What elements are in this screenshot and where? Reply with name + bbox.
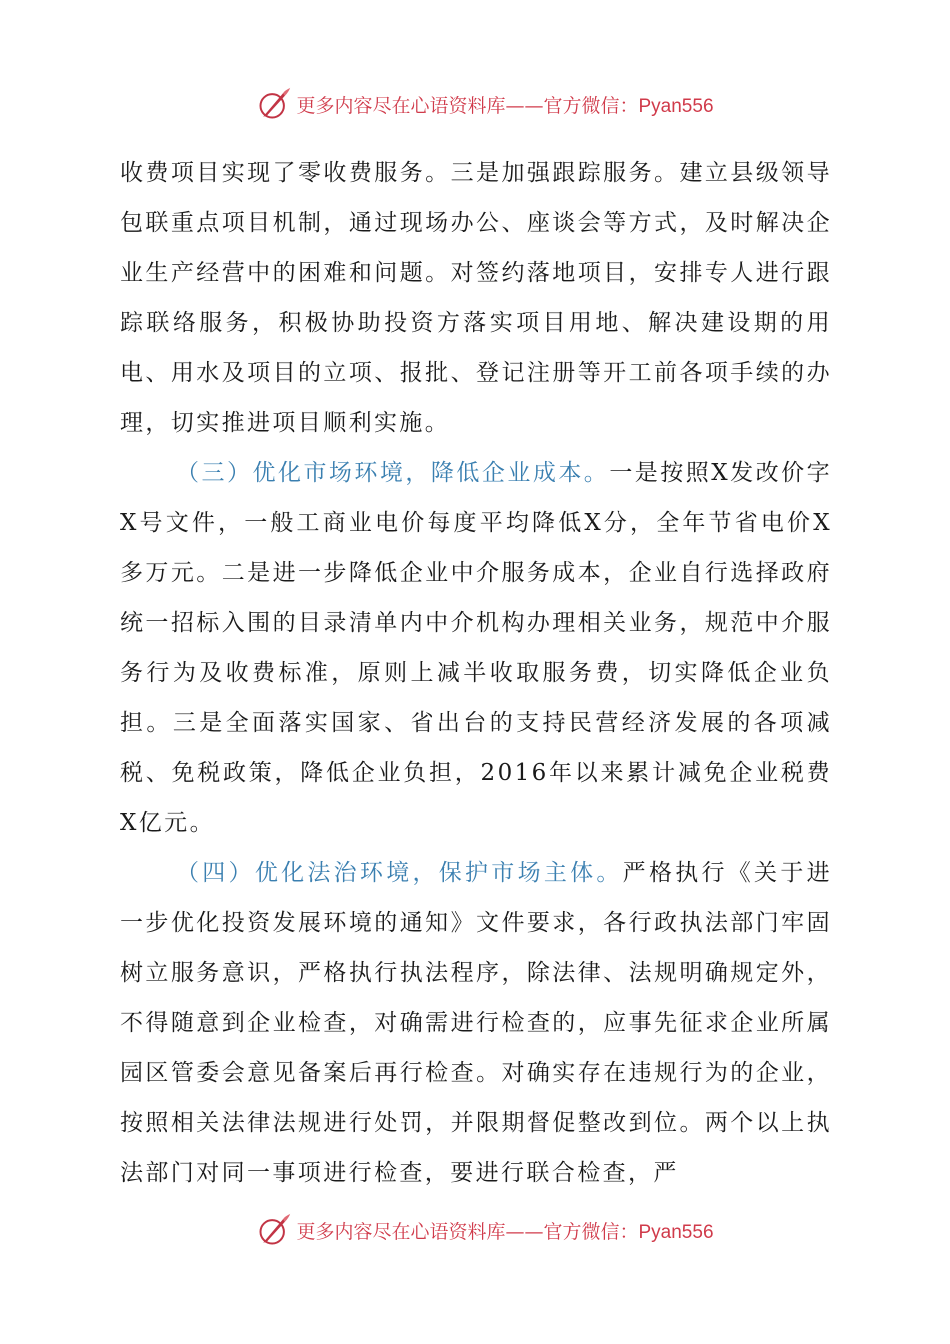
banner-dash: —— <box>505 94 544 117</box>
quill-pen-logo-icon <box>256 86 292 122</box>
banner-text-bottom <box>296 1217 713 1244</box>
paragraph-3 <box>120 848 832 1198</box>
paragraph-3-heading: （四）优化法治环境，保护市场主体。 <box>176 860 623 886</box>
paragraph-2 <box>120 448 832 848</box>
paragraph-2-body: 一是按照X发改价字X号文件，一般工商业电价每度平均降低X分，全年节省电价X多万元。二是进一步降低企业中介服务成本，企业自行选择政府统一招标入围的目录清单内中介机构办理相关业务，规范中介服务行为及收费标准，原则上减半收取服务费，切实降低企业负担。三是全面落实国家、省出台的支持民营经济发展的各项减税、免税政策，降低企业负担，2016年以来累计减免企业税费X亿元。 <box>120 460 832 836</box>
banner-wechat-label: 官方微信： <box>543 1220 639 1243</box>
banner-site-text: 更多内容尽在心语资料库 <box>296 1220 506 1243</box>
banner-inner-bottom <box>256 1212 713 1248</box>
banner-site-text: 更多内容尽在心语资料库 <box>296 94 506 117</box>
document-body <box>120 148 832 1198</box>
quill-pen-logo-icon <box>256 1212 292 1248</box>
banner-wechat-id: Pyan556 <box>638 95 714 117</box>
paragraph-1 <box>120 148 832 448</box>
paragraph-2-heading: （三）优化市场环境，降低企业成本。 <box>176 460 610 486</box>
banner-dash: —— <box>505 1220 544 1243</box>
banner-text <box>296 91 713 118</box>
banner-wechat-label: 官方微信： <box>543 94 639 117</box>
banner-inner <box>256 86 713 122</box>
paragraph-1-body: 收费项目实现了零收费服务。三是加强跟踪服务。建立县级领导包联重点项目机制，通过现场办公、座谈会等方式，及时解决企业生产经营中的困难和问题。对签约落地项目，安排专人进行跟踪联络服务，积极协助投资方落实项目用地、解决建设期的用电、用水及项目的立项、报批、登记注册等开工前各项手续的办理，切实推进项目顺利实施。 <box>120 160 832 436</box>
banner-wechat-id: Pyan556 <box>638 1221 714 1243</box>
footer-watermark-banner <box>0 1210 950 1250</box>
paragraph-3-body: 严格执行《关于进一步优化投资发展环境的通知》文件要求，各行政执法部门牢固树立服务意识，严格执行执法程序，除法律、法规明确规定外，不得随意到企业检查，对确需进行检查的，应事先征求企业所属园区管委会意见备案后再行检查。对确实存在违规行为的企业，按照相关法律法规进行处罚，并限期督促整改到位。两个以上执法部门对同一事项进行检查，要进行联合检查，严 <box>120 860 832 1186</box>
header-watermark-banner <box>0 84 950 124</box>
